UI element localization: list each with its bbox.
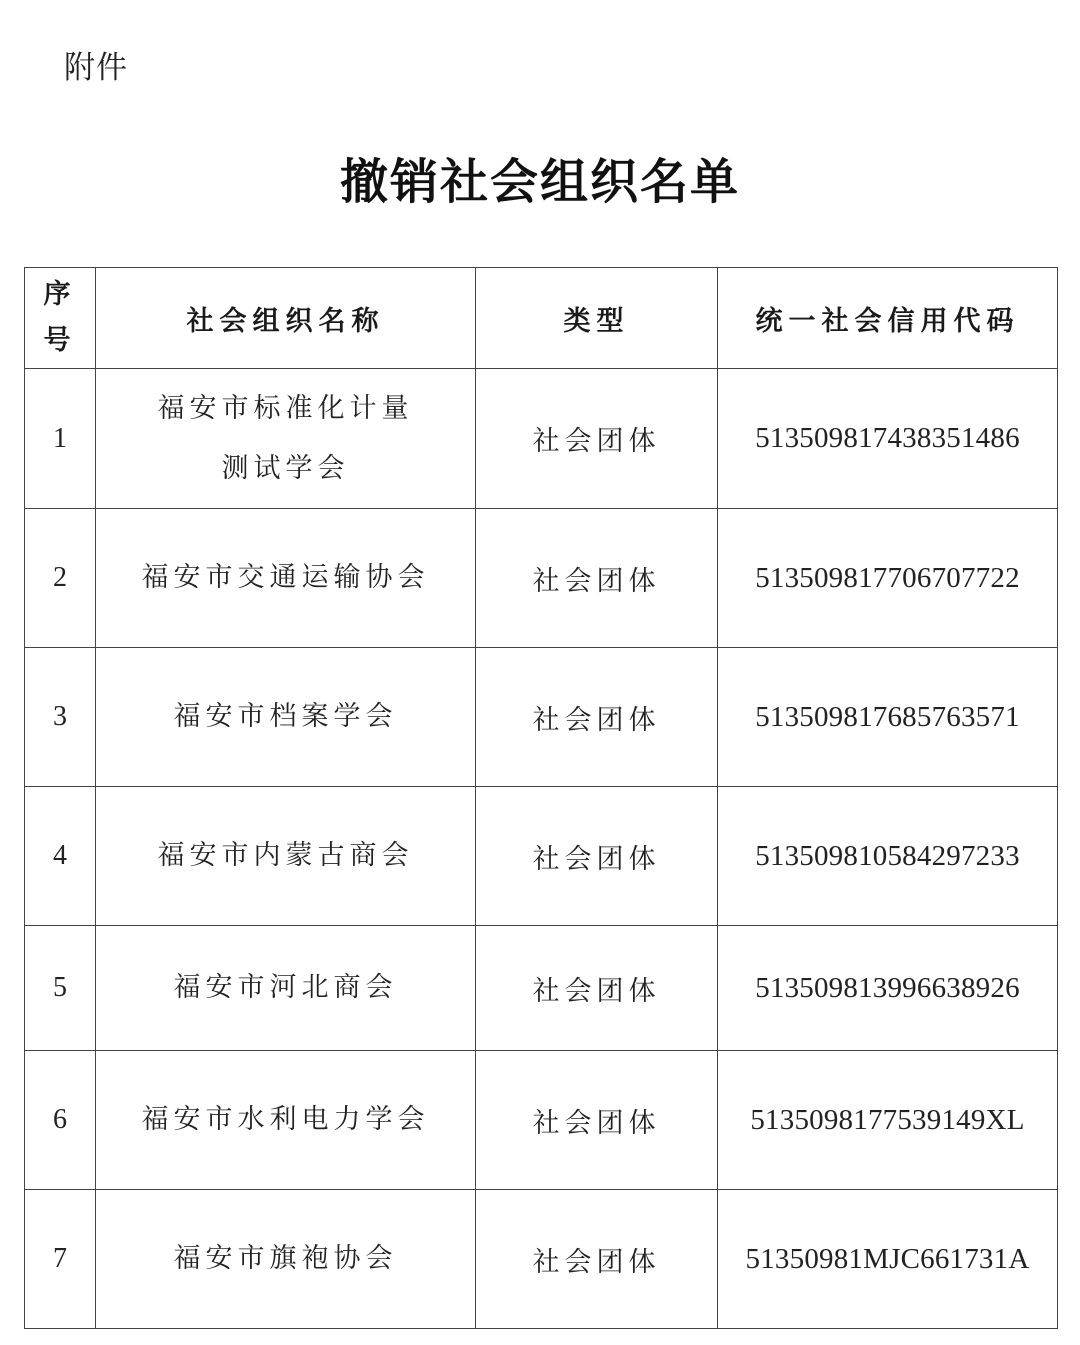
- row-type: 社会团体: [476, 787, 718, 926]
- row-name: 福安市水利电力学会: [96, 1051, 476, 1190]
- table-header-row: [25, 268, 1058, 369]
- row-code: 5135098177539149XL: [718, 1051, 1058, 1190]
- row-seq: 1: [25, 369, 96, 509]
- row-type: 社会团体: [476, 1190, 718, 1329]
- row-code: 513509817706707722: [718, 509, 1058, 648]
- row-seq: 5: [25, 926, 96, 1051]
- row-type: 社会团体: [476, 648, 718, 787]
- row-code: 51350981MJC661731A: [718, 1190, 1058, 1329]
- row-seq: 7: [25, 1190, 96, 1329]
- row-type: 社会团体: [476, 1051, 718, 1190]
- row-type: 社会团体: [476, 926, 718, 1051]
- row-name: [96, 369, 476, 509]
- row-name-line2: 测试学会: [221, 452, 350, 484]
- table-row: [25, 1051, 1058, 1190]
- row-code: 513509817685763571: [718, 648, 1058, 787]
- organization-table: [24, 267, 1058, 1329]
- row-type: 社会团体: [476, 509, 718, 648]
- table-row: [25, 787, 1058, 926]
- row-name: 福安市旗袍协会: [96, 1190, 476, 1329]
- page-title: 撤销社会组织名单: [339, 154, 740, 210]
- row-seq: 3: [25, 648, 96, 787]
- header-code: 统一社会信用代码: [718, 268, 1058, 369]
- attachment-label: 附件: [64, 50, 128, 86]
- row-type: 社会团体: [476, 369, 718, 509]
- header-seq: [25, 268, 96, 369]
- row-code: 513509810584297233: [718, 787, 1058, 926]
- table-row: [25, 509, 1058, 648]
- table-row: [25, 926, 1058, 1051]
- row-code: 513509813996638926: [718, 926, 1058, 1051]
- header-seq-line2: 号: [43, 325, 77, 356]
- table-row: [25, 648, 1058, 787]
- table-row: [25, 1190, 1058, 1329]
- table-row: [25, 369, 1058, 509]
- row-name: 福安市内蒙古商会: [96, 787, 476, 926]
- row-seq: 6: [25, 1051, 96, 1190]
- row-name: 福安市河北商会: [96, 926, 476, 1051]
- row-name-line1: 福安市标准化计量: [157, 392, 414, 424]
- header-type: 类型: [476, 268, 718, 369]
- header-name: 社会组织名称: [96, 268, 476, 369]
- row-name: 福安市交通运输协会: [96, 509, 476, 648]
- row-name: 福安市档案学会: [96, 648, 476, 787]
- row-code: 513509817438351486: [718, 369, 1058, 509]
- header-seq-line1: 序: [43, 279, 77, 310]
- row-seq: 4: [25, 787, 96, 926]
- row-seq: 2: [25, 509, 96, 648]
